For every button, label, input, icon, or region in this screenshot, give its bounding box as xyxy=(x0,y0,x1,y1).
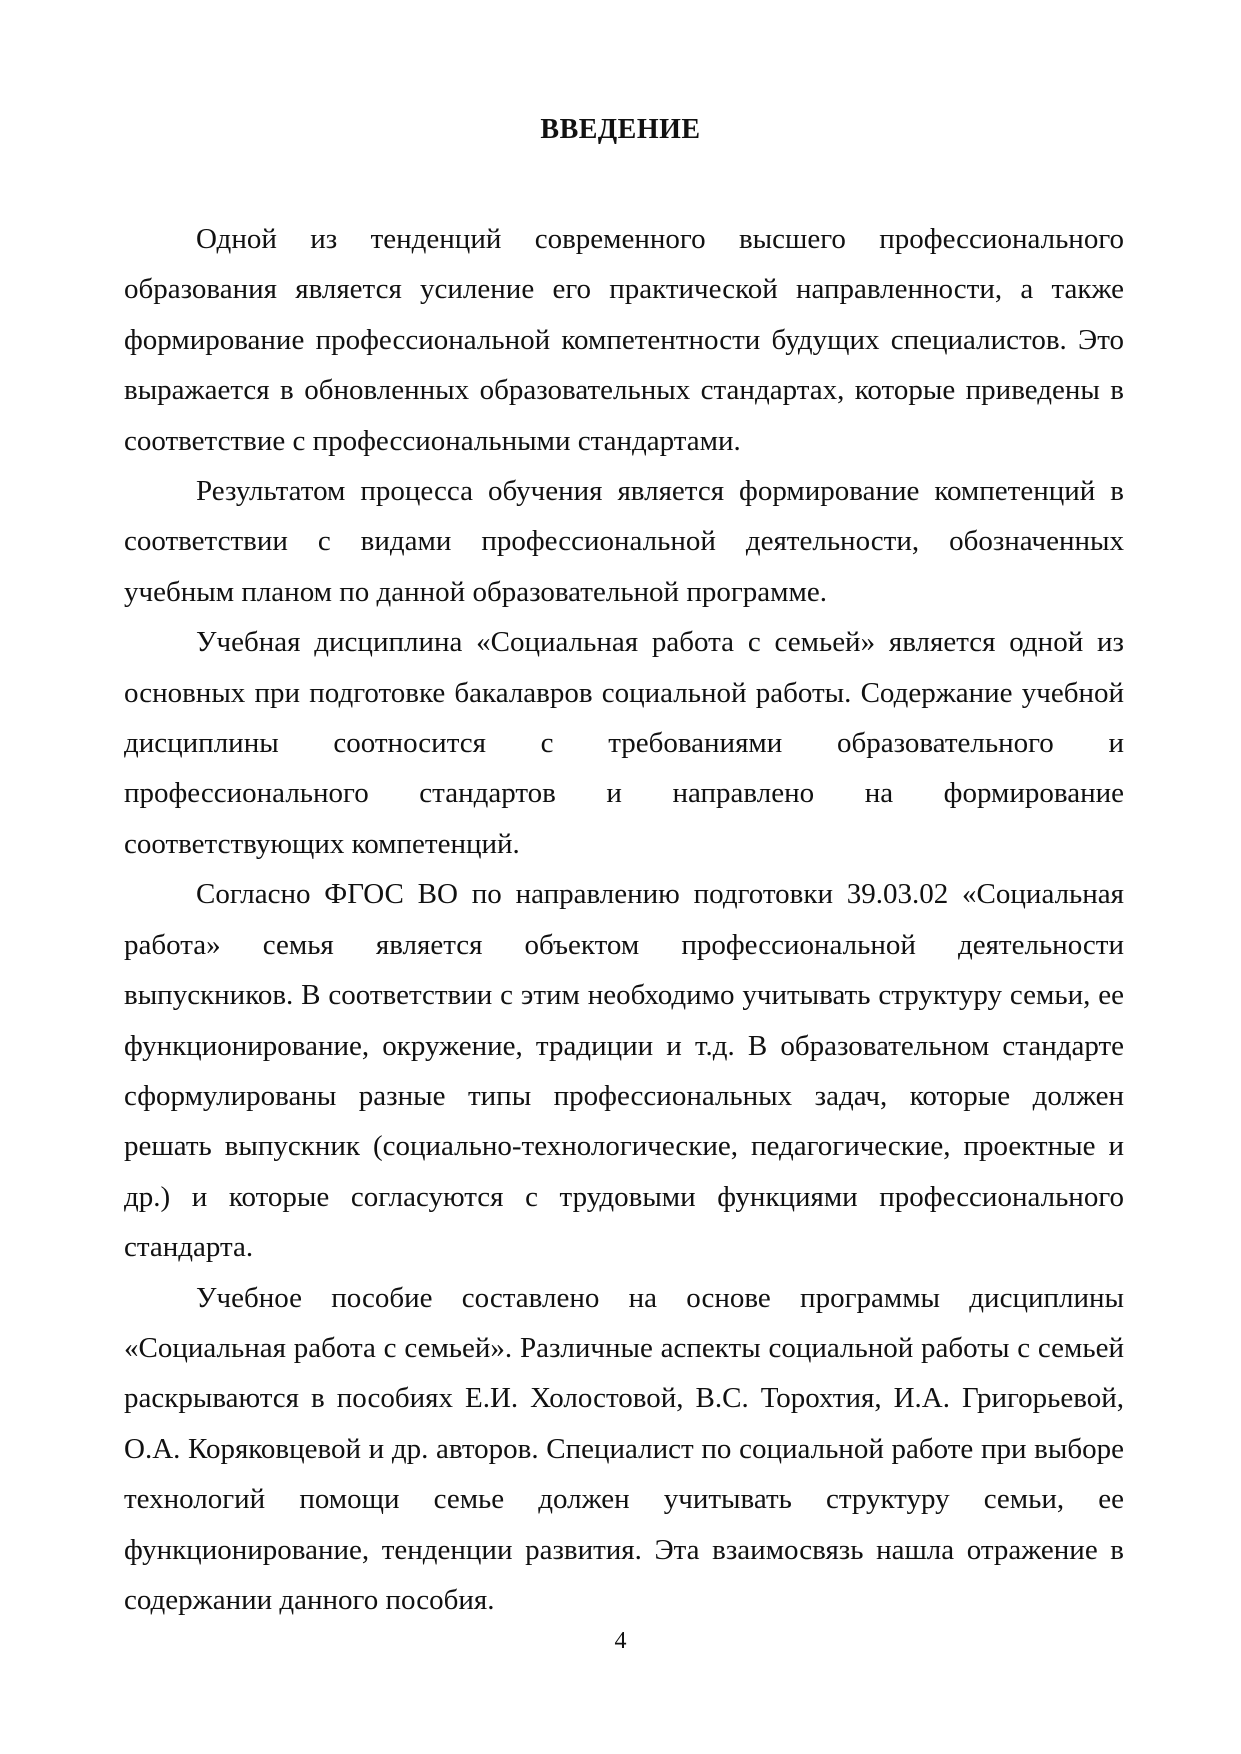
body-text xyxy=(124,214,1124,1625)
section-heading: ВВЕДЕНИЕ xyxy=(540,114,701,145)
paragraph-1: Одной из тенденций современного высшего профессионального образования является усиление его практической направленности, а также формирование профессиональной компетентности будущих специалистов. Это выражается в обновленных образовательных стандартах, которые приведены в соответствие с профессиональными стандартами. xyxy=(124,223,1124,457)
paragraph-5: Учебное пособие составлено на основе программы дисциплины «Социальная работа с семьей». Различные аспекты социальной работы с семьей раскрываются в пособиях Е.И. Холостовой, В.С. Торохтия, И.А. Григорьевой, О.А. Коряковцевой и др. авторов. Специалист по социальной работе при выборе технологий помощи семье должен учитывать структуру семьи, ее функционирование, тенденции развития. Эта взаимосвязь нашла отражение в содержании данного пособия. xyxy=(124,1281,1124,1616)
page-number: 4 xyxy=(614,1628,627,1654)
paragraph-3: Учебная дисциплина «Социальная работа с семьей» является одной из основных при подготовке бакалавров социальной работы. Содержание учебной дисциплины соотносится с требованиями образовательного и профессионального стандартов и направлено на формирование соответствующих компетенций. xyxy=(124,626,1124,860)
paragraph-4: Согласно ФГОС ВО по направлению подготовки 39.03.02 «Социальная работа» семья является объектом профессиональной деятельности выпускников. В соответствии с этим необходимо учитывать структуру семьи, ее функционирование, окружение, традиции и т.д. В образовательном стандарте сформулированы разные типы профессиональных задач, которые должен решать выпускник (социально-технологические, педагогические, проектные и др.) и которые согласуются с трудовыми функциями профессионального стандарта. xyxy=(124,878,1124,1264)
paragraph-2: Результатом процесса обучения является формирование компетенций в соответствии с видами профессиональной деятельности, обозначенных учебным планом по данной образовательной программе. xyxy=(124,475,1124,608)
